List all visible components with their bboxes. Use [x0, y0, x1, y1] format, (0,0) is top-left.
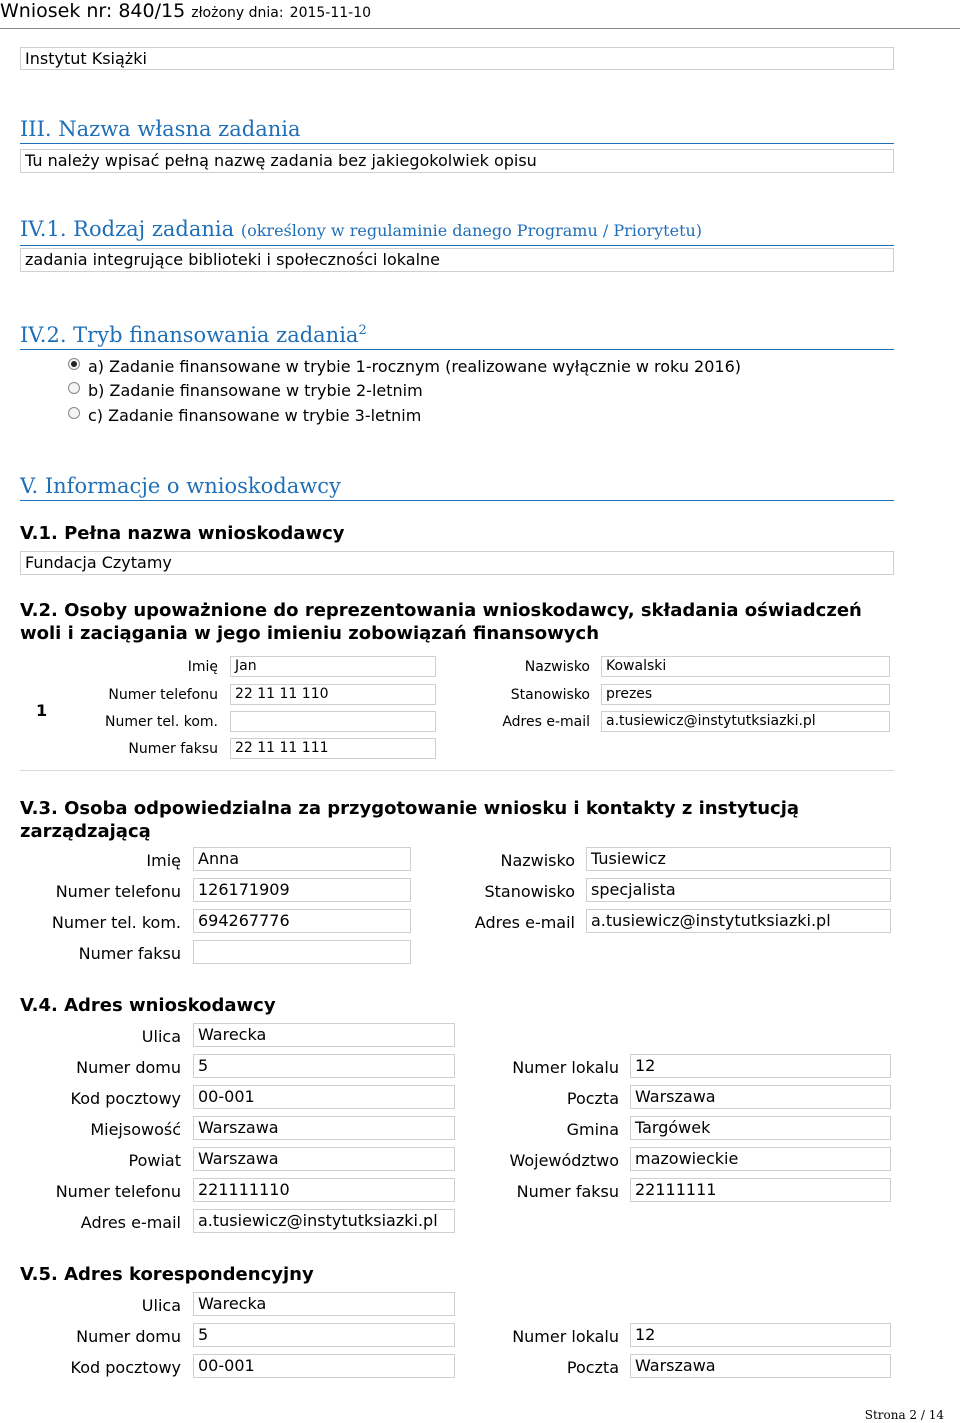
task-type-field: zadania integrujące biblioteki i społeczności lokalne: [20, 248, 894, 272]
field-faks: 22111111: [630, 1178, 891, 1202]
label-email: Adres e-mail: [80, 1213, 181, 1232]
field-faks: [193, 940, 411, 964]
radio-unselected-icon[interactable]: [68, 407, 80, 419]
label-gmina: Gmina: [566, 1120, 619, 1139]
label-ulica: Ulica: [141, 1296, 181, 1315]
label-telefon: Numer telefonu: [55, 882, 181, 901]
field-powiat: Warszawa: [193, 1147, 455, 1171]
label-numer-domu: Numer domu: [76, 1327, 181, 1346]
label-miejscowosc: Miejsowość: [90, 1120, 181, 1139]
field-tel-kom: 694267776: [193, 909, 411, 933]
institution-field: Instytut Książki: [20, 47, 894, 70]
field-telefon: 22 11 11 110: [230, 684, 436, 705]
table-divider: [20, 770, 894, 771]
label-faks: Numer faksu: [128, 741, 218, 757]
field-gmina: Targówek: [630, 1116, 891, 1140]
field-faks: 22 11 11 111: [230, 738, 436, 759]
label-stanowisko: Stanowisko: [484, 882, 575, 901]
field-ulica: Warecka: [193, 1292, 455, 1316]
page-number: Strona 2 / 14: [864, 1408, 944, 1422]
radio-selected-icon[interactable]: [68, 358, 80, 370]
funding-option-b[interactable]: [68, 381, 423, 400]
label-wojewodztwo: Województwo: [509, 1151, 619, 1170]
submitted-label: złożony dnia:: [191, 5, 284, 21]
header-title-label: Wniosek nr:: [0, 0, 113, 22]
section-5-2-title: V.2. Osoby upoważnione do reprezentowania wnioskodawcy, składania oświadczeń woli i zaciągania w jego imieniu zobowiązań finansowych: [20, 600, 862, 644]
field-telefon: 126171909: [193, 878, 411, 902]
section-4-2-title-text: IV.2. Tryb finansowania zadania: [20, 323, 359, 347]
label-powiat: Powiat: [128, 1151, 181, 1170]
field-imie: Anna: [193, 847, 411, 871]
task-name-field: Tu należy wpisać pełną nazwę zadania bez jakiegokolwiek opisu: [20, 149, 894, 173]
label-tel-kom: Numer tel. kom.: [105, 714, 218, 730]
field-kod: 00-001: [193, 1085, 455, 1109]
section-5-3-title: V.3. Osoba odpowiedzialna za przygotowanie wniosku i kontakty z instytucją zarządzającą: [20, 798, 800, 842]
form-header: [0, 0, 371, 22]
section-4-2-title: [20, 318, 894, 350]
section-4-1-subtitle: (określony w regulaminie danego Programu / Priorytetu): [240, 221, 703, 240]
label-poczta: Poczta: [566, 1089, 619, 1108]
label-ulica: Ulica: [141, 1027, 181, 1046]
section-5-title-text: V. Informacje o wnioskodawcy: [20, 474, 341, 498]
field-stanowisko: specjalista: [586, 878, 891, 902]
label-faks: Numer faksu: [516, 1182, 619, 1201]
funding-option-a-label: a) Zadanie finansowane w trybie 1-rocznym (realizowane wyłącznie w roku 2016): [88, 357, 742, 376]
section-5-title: [20, 473, 894, 501]
funding-option-c-label: c) Zadanie finansowane w trybie 3-letnim: [88, 406, 422, 425]
field-imie: Jan: [230, 656, 436, 677]
section-5-5-title: V.5. Adres korespondencyjny: [20, 1264, 314, 1285]
field-poczta: Warszawa: [630, 1085, 891, 1109]
representative-row-number: 1: [36, 701, 48, 720]
label-imie: Imię: [187, 659, 218, 675]
field-nazwisko: Tusiewicz: [586, 847, 891, 871]
label-email: Adres e-mail: [474, 913, 575, 932]
field-email: a.tusiewicz@instytutksiazki.pl: [601, 711, 890, 732]
label-kod: Kod pocztowy: [70, 1358, 181, 1377]
label-poczta: Poczta: [566, 1358, 619, 1377]
section-3-title: [20, 116, 894, 144]
field-email: a.tusiewicz@instytutksiazki.pl: [193, 1209, 455, 1233]
header-divider: [0, 28, 960, 29]
field-miejscowosc: Warszawa: [193, 1116, 455, 1140]
label-email: Adres e-mail: [502, 714, 590, 730]
label-nazwisko: Nazwisko: [500, 851, 575, 870]
field-tel-kom: [230, 711, 436, 732]
label-imie: Imię: [146, 851, 181, 870]
field-kod: 00-001: [193, 1354, 455, 1378]
field-nazwisko: Kowalski: [601, 656, 890, 677]
field-ulica: Warecka: [193, 1023, 455, 1047]
label-faks: Numer faksu: [78, 944, 181, 963]
section-4-1-title: [20, 216, 894, 246]
field-stanowisko: prezes: [601, 684, 890, 705]
label-numer-lokalu: Numer lokalu: [512, 1327, 619, 1346]
field-email: a.tusiewicz@instytutksiazki.pl: [586, 909, 891, 933]
funding-option-c[interactable]: [68, 406, 421, 425]
field-numer-domu: 5: [193, 1323, 455, 1347]
section-5-1-title: V.1. Pełna nazwa wnioskodawcy: [20, 523, 345, 544]
label-telefon: Numer telefonu: [108, 687, 218, 703]
label-telefon: Numer telefonu: [55, 1182, 181, 1201]
submission-date: 2015-11-10: [289, 5, 372, 21]
label-numer-lokalu: Numer lokalu: [512, 1058, 619, 1077]
field-poczta: Warszawa: [630, 1354, 891, 1378]
label-numer-domu: Numer domu: [76, 1058, 181, 1077]
application-number: 840/15: [118, 0, 186, 22]
radio-unselected-icon[interactable]: [68, 382, 80, 394]
section-3-title-text: III. Nazwa własna zadania: [20, 117, 301, 141]
field-telefon: 221111110: [193, 1178, 455, 1202]
field-wojewodztwo: mazowieckie: [630, 1147, 891, 1171]
field-numer-domu: 5: [193, 1054, 455, 1078]
applicant-name-field: Fundacja Czytamy: [20, 551, 894, 575]
funding-option-b-label: b) Zadanie finansowane w trybie 2-letnim: [88, 381, 423, 400]
label-kod: Kod pocztowy: [70, 1089, 181, 1108]
field-numer-lokalu: 12: [630, 1054, 891, 1078]
funding-option-a[interactable]: [68, 357, 741, 376]
section-4-1-title-text: IV.1. Rodzaj zadania: [20, 217, 235, 241]
label-tel-kom: Numer tel. kom.: [51, 913, 181, 932]
section-5-4-title: V.4. Adres wnioskodawcy: [20, 995, 276, 1016]
footnote-marker: 2: [358, 323, 367, 338]
label-nazwisko: Nazwisko: [524, 659, 590, 675]
field-numer-lokalu: 12: [630, 1323, 891, 1347]
label-stanowisko: Stanowisko: [510, 687, 590, 703]
